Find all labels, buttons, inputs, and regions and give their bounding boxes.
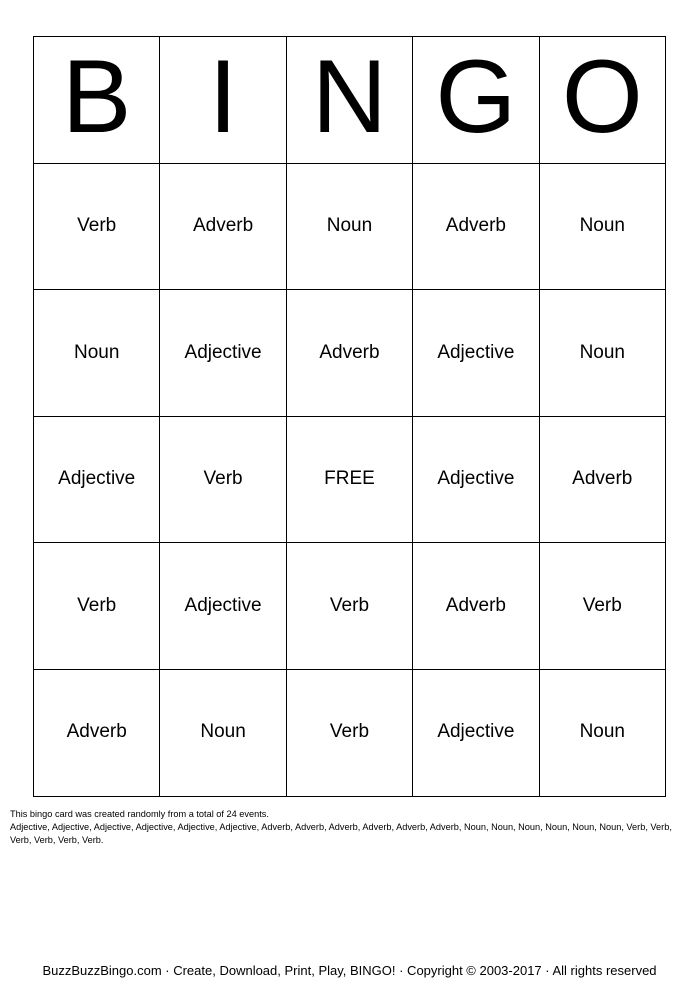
card-info-note [10, 808, 690, 847]
header-letter: G [435, 38, 517, 155]
cell-label: Verb [582, 594, 622, 616]
cell-label: Noun [200, 721, 246, 743]
grid-cell [413, 163, 539, 290]
grid-cell [160, 543, 286, 670]
header-cell-n [286, 37, 412, 164]
note-summary: This bingo card was created randomly from a total of 24 events. [10, 809, 269, 819]
grid-row [34, 290, 666, 417]
grid-cell [539, 163, 665, 290]
grid-cell [34, 416, 160, 543]
cell-label: Adjective [184, 341, 262, 363]
cell-label: Adjective [58, 468, 136, 490]
grid-cell [539, 416, 665, 543]
grid-cell [413, 669, 539, 796]
grid-cell [160, 669, 286, 796]
grid-row [34, 669, 666, 796]
free-space-cell [286, 416, 412, 543]
cell-label: Verb [77, 214, 117, 236]
grid-cell [34, 669, 160, 796]
cell-label: Verb [329, 594, 370, 616]
grid-cell [286, 290, 412, 417]
header-row [34, 37, 666, 164]
grid-cell [34, 543, 160, 670]
grid-row [34, 416, 666, 543]
grid-cell [286, 669, 412, 796]
cell-label: Adverb [319, 341, 380, 363]
header-cell-b [34, 37, 160, 164]
free-space-label: FREE [324, 468, 375, 490]
cell-label: Adverb [572, 468, 633, 490]
header-letter: B [62, 38, 132, 155]
grid-cell [413, 543, 539, 670]
header-cell-g [413, 37, 539, 164]
cell-label: Adverb [66, 721, 127, 743]
grid-cell [413, 416, 539, 543]
header-letter: N [311, 38, 388, 155]
grid-row [34, 543, 666, 670]
cell-label: Noun [579, 341, 625, 363]
cell-label: Adjective [437, 721, 515, 743]
header-cell-o [539, 37, 665, 164]
cell-label: Adjective [184, 594, 262, 616]
bingo-card [33, 36, 666, 797]
grid-cell [34, 163, 160, 290]
grid-cell [286, 163, 412, 290]
footer-credit: BuzzBuzzBingo.com · Create, Download, Print, Play, BINGO! · Copyright © 2003-2017 · All rights reserved [42, 963, 657, 978]
grid-cell [539, 543, 665, 670]
cell-label: Adjective [437, 341, 515, 363]
header-letter: I [208, 38, 238, 155]
grid-cell [539, 669, 665, 796]
cell-label: Verb [329, 721, 370, 743]
header-letter: O [561, 38, 643, 155]
cell-label: Noun [579, 721, 625, 743]
cell-label: Adverb [445, 594, 506, 616]
note-events-list: Adjective, Adjective, Adjective, Adjective, Adjective, Adjective, Adverb, Adverb, Adverb, Adverb, Adverb, Adverb, Noun, Noun, Noun, Noun, Noun, Noun, Verb, Verb, Verb, Verb, Verb, Verb. [10, 822, 672, 845]
grid-cell [539, 290, 665, 417]
cell-label: Adjective [437, 468, 515, 490]
cell-label: Verb [77, 594, 117, 616]
grid-cell [160, 163, 286, 290]
grid-cell [286, 543, 412, 670]
grid-cell [160, 416, 286, 543]
header-cell-i [160, 37, 286, 164]
cell-label: Noun [579, 214, 625, 236]
grid-cell [413, 290, 539, 417]
cell-label: Noun [73, 341, 120, 363]
cell-label: Noun [326, 214, 373, 236]
grid-cell [160, 290, 286, 417]
grid-row [34, 163, 666, 290]
cell-label: Verb [203, 468, 243, 490]
grid-cell [34, 290, 160, 417]
cell-label: Adverb [445, 214, 506, 236]
cell-label: Adverb [192, 214, 254, 236]
